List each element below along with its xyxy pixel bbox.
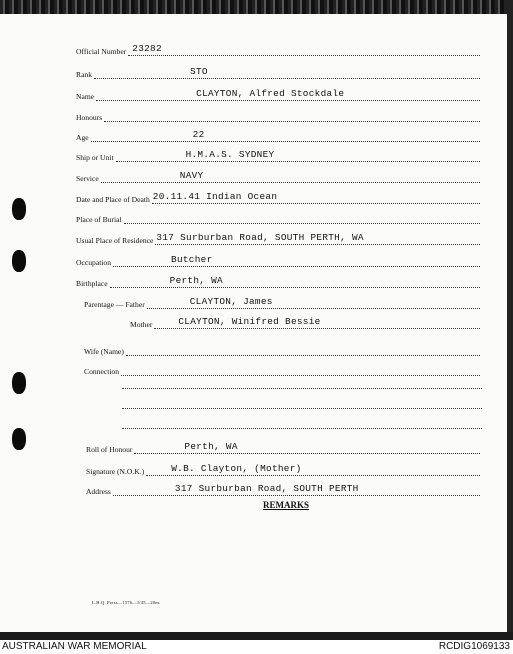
field-value: Perth, WA <box>169 275 223 286</box>
field-value: W.B. Clayton, (Mother) <box>171 463 302 474</box>
field-label: Signature (N.O.K.) <box>86 467 145 476</box>
scan-edge-top <box>0 0 513 14</box>
field-value: 317 Surburban Road, SOUTH PERTH, WA <box>156 232 364 243</box>
scan-edge-right <box>507 0 513 640</box>
field-value: CLAYTON, Winifred Bessie <box>178 316 321 327</box>
field-place-of-burial <box>76 208 480 224</box>
field-label: Official Number <box>76 47 127 56</box>
field-value: Perth, WA <box>184 441 238 452</box>
archive-footer <box>0 640 513 654</box>
field-ship-or-unit <box>76 146 480 162</box>
field-usual-residence <box>76 229 480 245</box>
field-label: Date and Place of Death <box>76 195 150 204</box>
field-occupation <box>76 251 480 267</box>
punch-hole <box>12 372 26 394</box>
field-value: STO <box>190 66 208 77</box>
archive-name: AUSTRALIAN WAR MEMORIAL <box>2 641 147 652</box>
field-label: Connection <box>84 367 120 376</box>
field-signature-nok <box>86 460 480 476</box>
field-mother <box>130 313 480 329</box>
field-label: Occupation <box>76 258 112 267</box>
field-value: 23282 <box>132 43 162 54</box>
field-label: Service <box>76 174 99 183</box>
field-father <box>84 293 480 309</box>
field-value: 22 <box>192 129 205 140</box>
field-date-place-of-death <box>76 188 480 204</box>
field-label: Rank <box>76 70 93 79</box>
field-name <box>76 85 480 101</box>
scan-edge-bottom <box>0 632 513 640</box>
field-wife <box>84 340 480 356</box>
field-rank <box>76 63 480 79</box>
field-honours <box>76 106 480 122</box>
field-label: Ship or Unit <box>76 153 114 162</box>
blank-line <box>122 428 482 429</box>
field-birthplace <box>76 272 480 288</box>
record-id: RCDIG1069133 <box>438 641 510 652</box>
field-age <box>76 126 480 142</box>
field-roll-of-honour <box>86 438 480 454</box>
field-official-number <box>76 40 480 56</box>
remarks-heading: REMARKS <box>263 500 310 510</box>
blank-line <box>122 388 482 389</box>
field-label: Parentage — Father <box>84 300 145 309</box>
field-label: Roll of Honour <box>86 445 133 454</box>
field-label: Age <box>76 133 89 142</box>
blank-line <box>122 408 482 409</box>
field-value: CLAYTON, Alfred Stockdale <box>196 88 345 99</box>
field-value: H.M.A.S. SYDNEY <box>185 149 275 160</box>
field-label: Wife (Name) <box>84 347 124 356</box>
field-value: 317 Surburban Road, SOUTH PERTH <box>174 483 359 494</box>
field-value: NAVY <box>179 170 204 181</box>
field-service <box>76 167 480 183</box>
field-value: 20.11.41 Indian Ocean <box>152 191 278 202</box>
field-label: Name <box>76 92 95 101</box>
field-label: Address <box>86 487 111 496</box>
punch-hole <box>12 428 26 450</box>
punch-hole <box>12 198 26 220</box>
field-label: Honours <box>76 113 103 122</box>
punch-hole <box>12 250 26 272</box>
field-address <box>86 480 480 496</box>
printer-imprint: L.H.Q. Press—1376—1/45—20m. <box>92 600 161 605</box>
field-label: Birthplace <box>76 279 108 288</box>
field-label: Mother <box>130 320 153 329</box>
field-value: Butcher <box>171 254 213 265</box>
field-label: Usual Place of Residence <box>76 236 154 245</box>
field-connection <box>84 360 480 376</box>
field-label: Place of Burial <box>76 215 122 224</box>
field-value: CLAYTON, James <box>189 296 273 307</box>
